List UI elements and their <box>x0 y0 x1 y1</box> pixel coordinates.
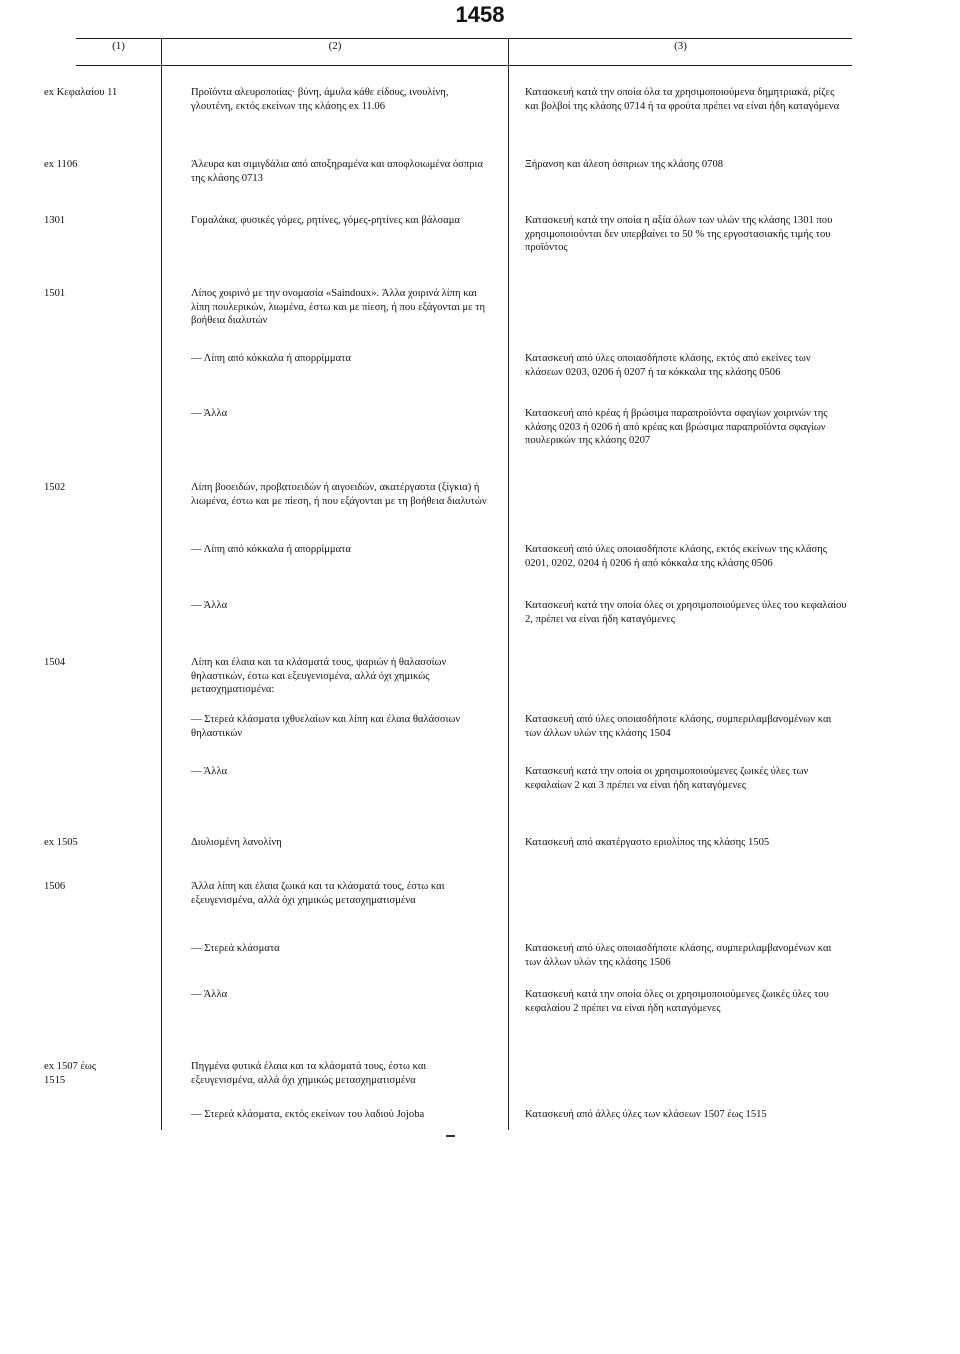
row-heading-code: 1501 <box>44 288 66 299</box>
row-processing-rule: Κατασκευή από κρέας ή βρώσιμα παραπροϊόντα σφαγίων χοιρινών της κλάσης 0203 ή 0206 ή από κρέας και βρώσιμα παραπροϊόντα σφαγίων πουλερικών της κλάσης 0207 <box>525 408 828 447</box>
row-processing-rule: Κατασκευή από ύλες οποιασδήποτε κλάσης, συμπεριλαμβανομένων και των άλλων υλών της κλάσης 1504 <box>525 714 832 739</box>
row-subitem: — Στερεά κλάσματα, εκτός εκείνων του λαδιού Jojoba <box>191 1109 425 1120</box>
row-description: Λίπη βοοειδών, προβατοειδών ή αιγοειδών, ακατέργαστα (ξίγκια) ή λιωμένα, έστω και με πίεση, ή που εξάγονται με τη βοήθεια διαλυτών <box>191 482 487 507</box>
row-subitem: — Στερεά κλάσματα <box>191 943 280 954</box>
column-header-1: (1) <box>112 40 125 52</box>
row-processing-rule: Κατασκευή κατά την οποία όλες οι χρησιμοποιούμενες ύλες του κεφαλαίου 2, πρέπει να είναι ήδη καταγόμενες <box>525 600 847 625</box>
row-subitem: — Άλλα <box>191 766 228 777</box>
column-divider-2 <box>508 38 509 1130</box>
row-processing-rule: Κατασκευή κατά την οποία η αξία όλων των υλών της κλάσης 1301 που χρησιμοποιούνται δεν υπερβαίνει το 50 % της εργοστασιακής τιμής του προϊόντος <box>525 215 833 254</box>
row-description: Λίπη και έλαια και τα κλάσματά τους, ψαριών ή θαλασσίων θηλαστικών, έστω και εξευγενισμένα, αλλά όχι χημικώς μετασχηματισμένα: <box>191 657 447 696</box>
page-number: 1458 <box>455 2 505 27</box>
row-subitem: — Λίπη από κόκκαλα ή απορρίμματα <box>191 353 351 364</box>
row-processing-rule: Κατασκευή από άλλες ύλες των κλάσεων 1507 έως 1515 <box>525 1109 767 1120</box>
row-heading-code: 1301 <box>44 215 66 226</box>
row-processing-rule: Κατασκευή κατά την οποία όλα τα χρησιμοποιούμενα δημητριακά, ρίζες και βολβοί της κλάσης 0714 ή τα φρούτα πρέπει να είναι ήδη καταγόμενα <box>525 87 840 112</box>
row-heading-code: 1504 <box>44 657 66 668</box>
row-description: Λίπος χοιρινό με την ονομασία «Saindoux». Άλλα χοιρινά λίπη και λίπη πουλερικών, λιωμένα, έστω και με πίεση, ή που εξάγονται με τη βοήθεια διαλυτών <box>191 288 486 327</box>
row-heading-code: ex 1106 <box>44 159 78 170</box>
column-header-2: (2) <box>328 40 342 52</box>
end-dash-mark <box>446 1135 455 1137</box>
column-divider-1 <box>161 38 162 1130</box>
row-processing-rule: Κατασκευή από ακατέργαστο εριολίπος της κλάσης 1505 <box>525 837 770 848</box>
header-bottom-rule <box>76 65 852 66</box>
row-subitem: — Στερεά κλάσματα ιχθυελαίων και λίπη και έλαια θαλάσσιων θηλαστικών <box>191 714 461 739</box>
row-heading-code: ex 1505 <box>44 837 78 848</box>
row-processing-rule: Κατασκευή κατά την οποία όλες οι χρησιμοποιούμενες ζωικές ύλες του κεφαλαίου 2 πρέπει να είναι ήδη καταγόμενες <box>525 989 829 1014</box>
row-heading-code: ex 1507 έως 1515 <box>44 1061 97 1086</box>
row-subitem: — Λίπη από κόκκαλα ή απορρίμματα <box>191 544 351 555</box>
row-heading-code: 1502 <box>44 482 66 493</box>
row-subitem: — Άλλα <box>191 408 228 419</box>
row-subitem: — Άλλα <box>191 600 228 611</box>
row-description: Διυλισμένη λανολίνη <box>191 837 282 848</box>
row-heading-code: 1506 <box>44 881 66 892</box>
row-description: Γομαλάκα, φυσικές γόμες, ρητίνες, γόμες-ρητίνες και βάλσαμα <box>191 215 460 226</box>
row-heading-code: ex Κεφαλαίου 11 <box>44 87 118 98</box>
row-description: Πηγμένα φυτικά έλαια και τα κλάσματά τους, έστω και εξευγενισμένα, αλλά όχι χημικώς μετασχηματισμένα <box>191 1061 427 1086</box>
table-top-rule <box>76 38 852 39</box>
row-processing-rule: Κατασκευή από ύλες οποιασδήποτε κλάσης, εκτός εκείνων της κλάσης 0201, 0202, 0204 ή 0206 ή από κόκκαλα της κλάσης 0506 <box>525 544 827 569</box>
row-subitem: — Άλλα <box>191 989 228 1000</box>
column-header-3: (3) <box>674 40 687 52</box>
row-description: Άλευρα και σιμιγδάλια από αποξηραμένα και αποφλοιωμένα όσπρια της κλάσης 0713 <box>191 159 483 184</box>
row-processing-rule: Κατασκευή κατά την οποία οι χρησιμοποιούμενες ζωικές ύλες των κεφαλαίων 2 και 3 πρέπει να είναι ήδη καταγόμενες <box>525 766 809 791</box>
row-description: Άλλα λίπη και έλαια ζωικά και τα κλάσματά τους, έστω και εξευγενισμένα, αλλά όχι χημικώς μετασχηματισμένα <box>191 881 445 906</box>
row-processing-rule: Κατασκευή από ύλες οποιασδήποτε κλάσης, εκτός από εκείνες των κλάσεων 0203, 0206 ή 0207 ή τα κόκκαλα της κλάσης 0506 <box>525 353 811 378</box>
row-processing-rule: Ξήρανση και άλεση όσπριων της κλάσης 0708 <box>525 159 724 170</box>
row-description: Προϊόντα αλευροποιίας· βύνη, άμυλα κάθε είδους, ινουλίνη, γλουτένη, εκτός εκείνων της κλάσης ex 11.06 <box>191 87 449 112</box>
row-processing-rule: Κατασκευή από ύλες οποιασδήποτε κλάσης, συμπεριλαμβανομένων και των άλλων υλών της κλάσης 1506 <box>525 943 832 968</box>
